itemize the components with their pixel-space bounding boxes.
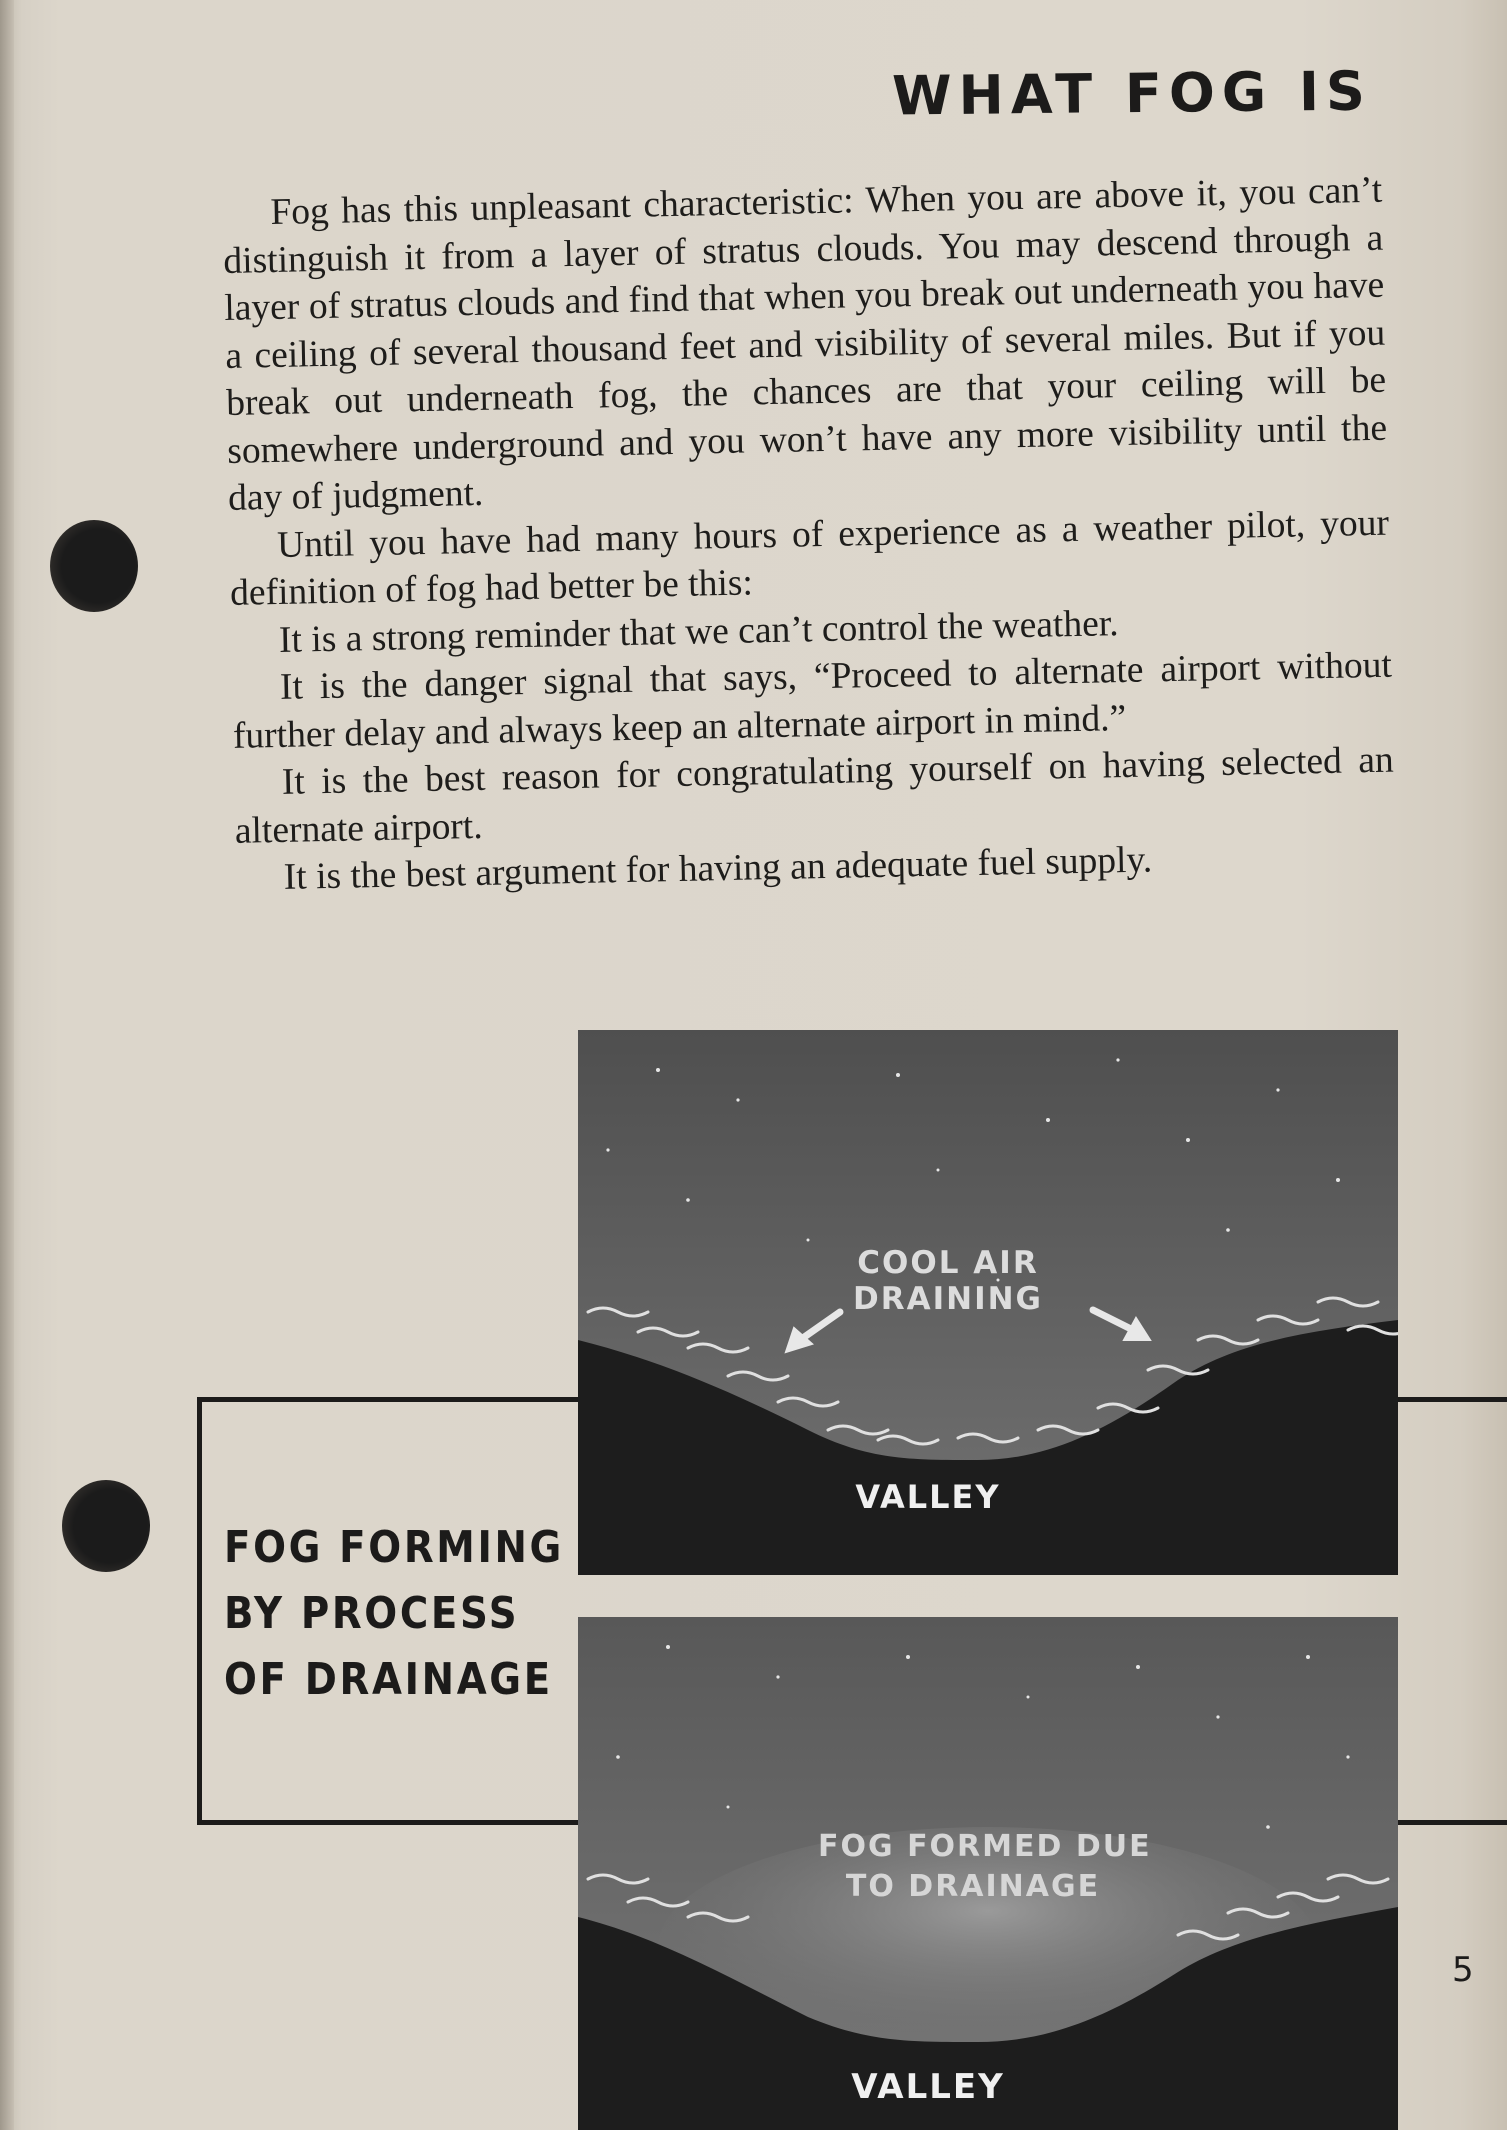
paragraph: It is a strong reminder that we can’t control the weather. (278, 602, 1119, 661)
illustration-fog-formed (578, 1617, 1398, 2130)
binding-edge (0, 0, 14, 2130)
fog-formed-label (818, 1827, 1152, 1907)
label-line: COOL AIR (857, 1245, 1039, 1281)
cool-air-draining-label (818, 1245, 1078, 1317)
figure-frame-left-line (197, 1397, 202, 1825)
page-number: 5 (1452, 1950, 1474, 1990)
figure-caption-line: FOG FORMING (224, 1522, 564, 1573)
paragraph: Until you have had many hours of experience as a weather pilot, your definition of fog had better be this: (229, 502, 1390, 614)
label-line: FOG FORMED DUE (818, 1829, 1152, 1864)
paragraph: It is the best reason for congratulating yourself on having selected an alternate airport. (234, 739, 1395, 852)
valley-label: VALLEY (855, 1478, 1001, 1516)
page-title: WHAT FOG IS (891, 59, 1373, 128)
illustration-cool-air-draining (578, 1030, 1398, 1575)
label-line: DRAINING (853, 1281, 1043, 1317)
paragraph: Fog has this unpleasant characteristic: When you are above it, you can’t distinguish it from a layer of stratus clouds. You may descend through a layer of stratus clouds and find that when you break out underneath you have a ceiling of several thousand feet and visibility of several miles. But if you break out underneath fog, the chances are that your ceiling will be somewhere underground and you won’t have any more visibility until the day of judgment. (223, 169, 1388, 519)
label-line: TO DRAINAGE (845, 1869, 1101, 1904)
paragraph: It is the best argument for having an adequate fuel supply. (283, 839, 1153, 898)
paragraph: It is the danger signal that says, “Proceed to alternate airport without further delay and always keep an alternate airport in mind.” (232, 644, 1393, 757)
valley-label: VALLEY (851, 2067, 1005, 2107)
figure-caption-line: BY PROCESS (224, 1588, 520, 1639)
punch-hole-bottom (62, 1480, 150, 1572)
body-text (222, 167, 1396, 903)
figure-caption (224, 1515, 564, 1713)
punch-hole-top (50, 520, 138, 612)
figure-caption-line: OF DRAINAGE (224, 1654, 553, 1705)
